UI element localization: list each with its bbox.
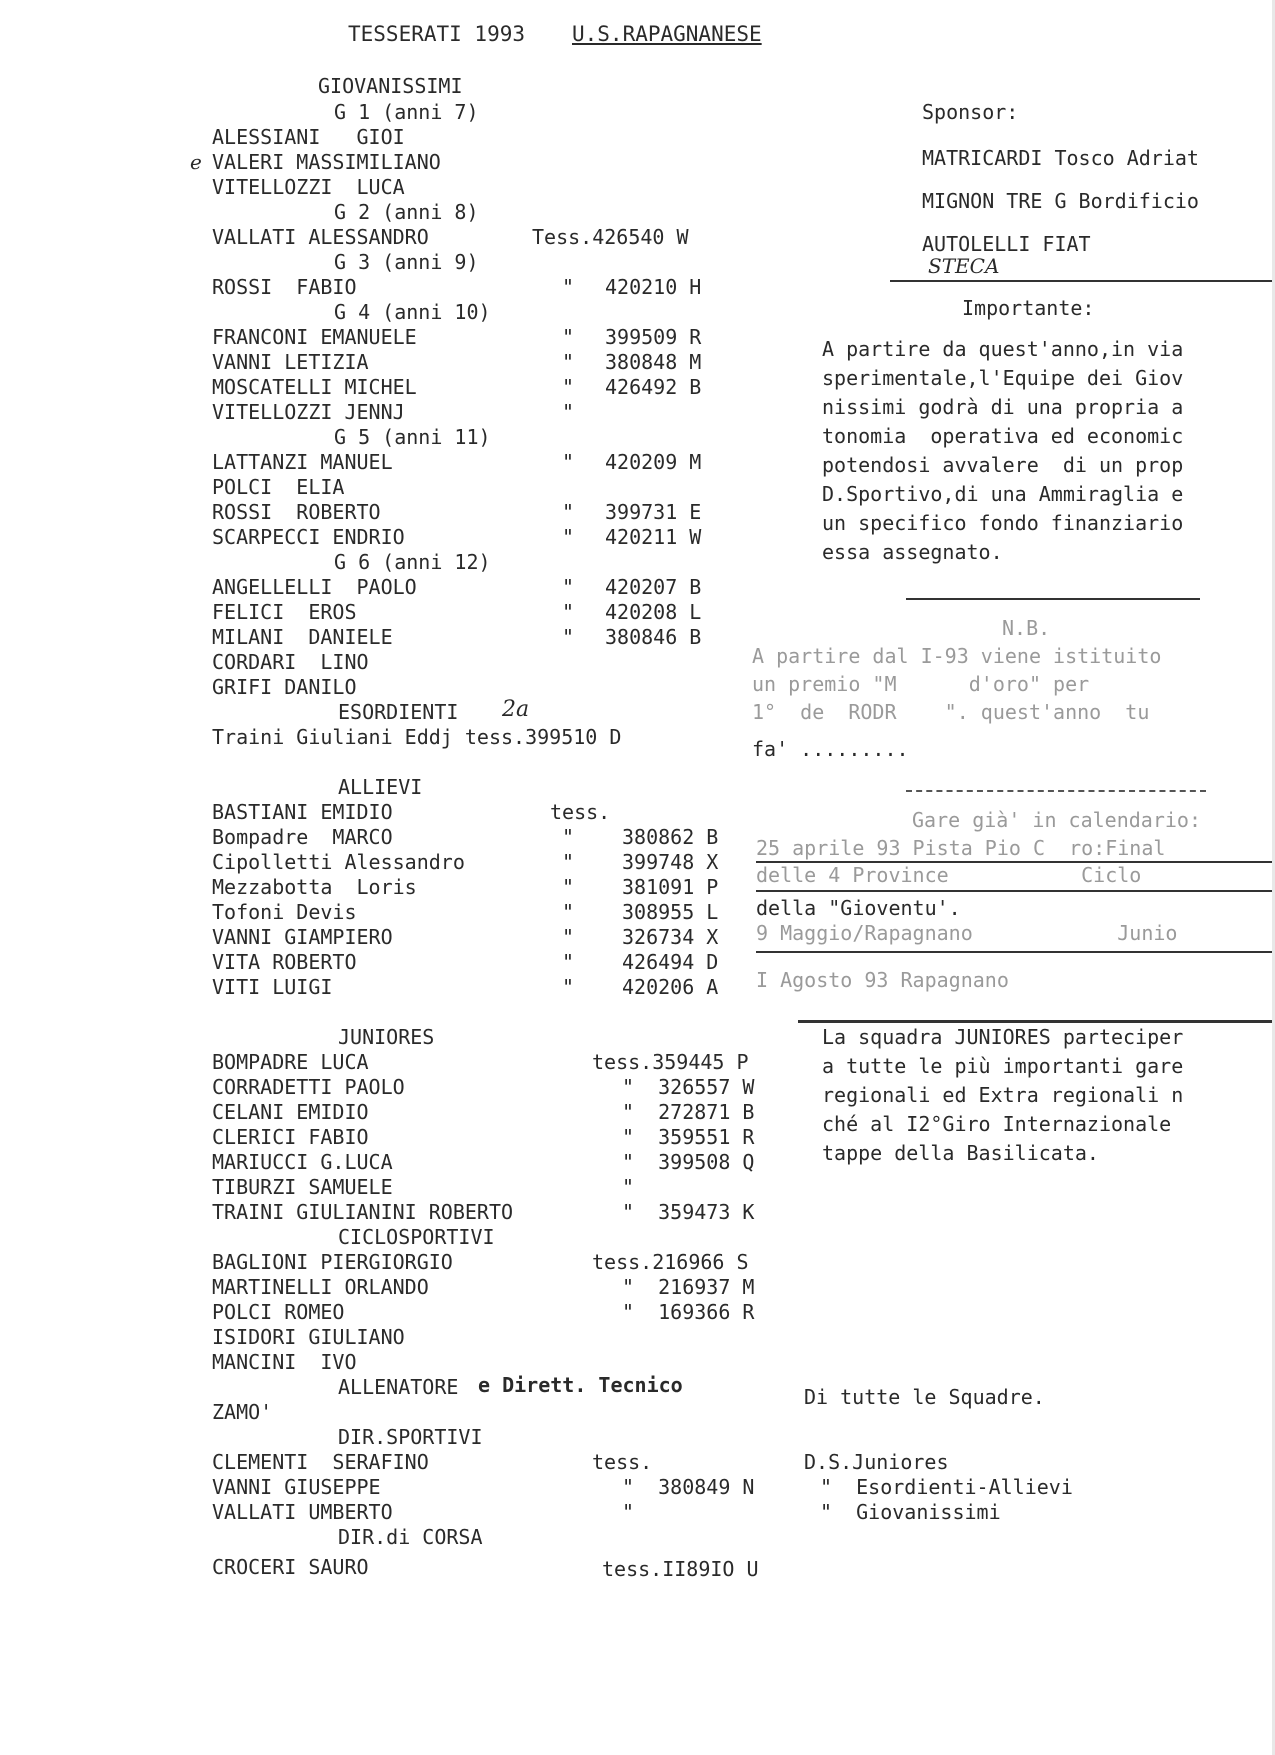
- divider: [756, 890, 1273, 892]
- membership-number: 426494 D: [622, 950, 719, 974]
- group-heading-g5: G 5 (anni 11): [334, 425, 491, 449]
- divider: [756, 951, 1273, 953]
- director-role: D.S.Juniores: [804, 1450, 949, 1474]
- text-line: un premio "M d'oro" per: [752, 672, 1090, 696]
- member-name: VALLATI UMBERTO: [212, 1500, 393, 1524]
- list-item: Traini Giuliani Eddj tess.399510 D: [212, 725, 622, 749]
- membership-number: 380848 M: [605, 350, 702, 374]
- text-line: 25 aprile 93 Pista Pio C ro:Final: [756, 836, 1166, 860]
- section-heading-ciclosportivi: CICLOSPORTIVI: [338, 1225, 495, 1249]
- text-line: fa' .........: [752, 737, 909, 761]
- section-heading-allenatore: ALLENATORE: [338, 1375, 459, 1399]
- sponsor-item: MATRICARDI Tosco Adriat: [922, 146, 1199, 170]
- ditto-mark: ": [562, 575, 575, 599]
- member-name: POLCI ROMEO: [212, 1300, 345, 1324]
- membership-number: 420210 H: [605, 275, 702, 299]
- divider: [906, 790, 1206, 792]
- text-line: nissimi godrà di una propria a: [822, 395, 1184, 419]
- membership-number: ": [622, 1500, 635, 1524]
- membership-number: " 359551 R: [622, 1125, 755, 1149]
- sponsor-heading: Sponsor:: [922, 100, 1019, 124]
- ditto-mark: ": [562, 975, 575, 999]
- membership-number: ": [622, 1175, 635, 1199]
- ditto-mark: ": [562, 600, 575, 624]
- membership-number: 326734 X: [622, 925, 719, 949]
- member-name: CELANI EMIDIO: [212, 1100, 369, 1124]
- text-line: 1° de RODR ". quest'anno tu: [752, 700, 1150, 724]
- section-heading-esordienti: ESORDIENTI: [338, 700, 459, 724]
- member-name: FRANCONI EMANUELE: [212, 325, 417, 349]
- member-name: ROSSI FABIO: [212, 275, 357, 299]
- membership-number: 420207 B: [605, 575, 702, 599]
- coach-note: Di tutte le Squadre.: [804, 1385, 1045, 1409]
- text-line: A partire dal I-93 viene istituito: [752, 644, 1162, 668]
- group-heading-g3: G 3 (anni 9): [334, 250, 479, 274]
- handwritten-note: STECA: [928, 254, 1000, 278]
- section-heading-direttore-tecnico: e Dirett. Tecnico: [478, 1373, 683, 1397]
- margin-mark: e: [190, 150, 202, 174]
- member-name: BASTIANI EMIDIO: [212, 800, 393, 824]
- member-name: MILANI DANIELE: [212, 625, 393, 649]
- membership-number: 380846 B: [605, 625, 702, 649]
- ditto-mark: ": [562, 275, 575, 299]
- member-name: MOSCATELLI MICHEL: [212, 375, 417, 399]
- membership-number: tess.359445 P: [592, 1050, 749, 1074]
- membership-label: tess.: [550, 800, 611, 824]
- member-name: VITI LUIGI: [212, 975, 333, 999]
- ditto-mark: ": [562, 900, 575, 924]
- member-name: Bompadre MARCO: [212, 825, 393, 849]
- membership-number: 420208 L: [605, 600, 702, 624]
- member-name: VANNI GIAMPIERO: [212, 925, 393, 949]
- coach-name: ZAMO': [212, 1400, 273, 1424]
- ditto-mark: ": [562, 500, 575, 524]
- section-heading-dir-sportivi: DIR.SPORTIVI: [338, 1425, 483, 1449]
- section-heading-giovanissimi: GIOVANISSIMI: [318, 74, 463, 98]
- ditto-mark: ": [562, 375, 575, 399]
- sponsor-item: MIGNON TRE G Bordificio: [922, 189, 1199, 213]
- section-heading-allievi: ALLIEVI: [338, 775, 423, 799]
- membership-number: tess.216966 S: [592, 1250, 749, 1274]
- membership-number: 380862 B: [622, 825, 719, 849]
- ditto-mark: ": [562, 325, 575, 349]
- member-name: POLCI ELIA: [212, 475, 345, 499]
- text-line: a tutte le più importanti gare: [822, 1054, 1184, 1078]
- membership-number: " 272871 B: [622, 1100, 755, 1124]
- importante-heading: Importante:: [962, 296, 1095, 320]
- director-role: " Esordienti-Allievi: [820, 1475, 1073, 1499]
- member-name: CORDARI LINO: [212, 650, 369, 674]
- member-name: LATTANZI MANUEL: [212, 450, 393, 474]
- ditto-mark: ": [562, 925, 575, 949]
- text-line: A partire da quest'anno,in via: [822, 337, 1184, 361]
- text-line: ché al I2°Giro Internazionale: [822, 1112, 1172, 1136]
- membership-number: 308955 L: [622, 900, 719, 924]
- text-line: potendosi avvalere di un prop: [822, 453, 1184, 477]
- membership-number: tess.: [592, 1450, 653, 1474]
- member-name: MANCINI IVO: [212, 1350, 357, 1374]
- member-name: VANNI LETIZIA: [212, 350, 369, 374]
- document-title: TESSERATI 1993: [348, 22, 526, 46]
- text-line: essa assegnato.: [822, 540, 1003, 564]
- membership-number: 420209 M: [605, 450, 702, 474]
- membership-number: " 380849 N: [622, 1475, 755, 1499]
- member-name: Tofoni Devis: [212, 900, 357, 924]
- divider: [906, 598, 1200, 600]
- text-line: regionali ed Extra regionali n: [822, 1083, 1184, 1107]
- ditto-mark: ": [562, 825, 575, 849]
- divider: [798, 1020, 1273, 1023]
- text-line: un specifico fondo finanziario: [822, 511, 1184, 535]
- ditto-mark: ": [562, 850, 575, 874]
- membership-number: " 326557 W: [622, 1075, 755, 1099]
- membership-number: Tess.426540 W: [532, 225, 689, 249]
- text-line: La squadra JUNIORES parteciper: [822, 1025, 1184, 1049]
- member-name: MARIUCCI G.LUCA: [212, 1150, 393, 1174]
- text-line: I Agosto 93 Rapagnano: [756, 968, 1142, 992]
- club-name: U.S.RAPAGNANESE: [572, 22, 762, 46]
- director-role: " Giovanissimi: [820, 1500, 1001, 1524]
- sponsor-item: AUTOLELLI FIAT: [922, 232, 1091, 256]
- section-heading-juniores: JUNIORES: [338, 1025, 435, 1049]
- member-name: ROSSI ROBERTO: [212, 500, 381, 524]
- text-line: della "Gioventu'.: [756, 896, 961, 920]
- member-name: CROCERI SAURO: [212, 1555, 369, 1579]
- group-heading-g1: G 1 (anni 7): [334, 100, 479, 124]
- list-item: VITELLOZZI LUCA: [212, 175, 405, 199]
- divider: [890, 280, 1273, 282]
- member-name: BAGLIONI PIERGIORGIO: [212, 1250, 453, 1274]
- membership-number: " 399508 Q: [622, 1150, 755, 1174]
- member-name: ANGELLELLI PAOLO: [212, 575, 417, 599]
- member-name: TRAINI GIULIANINI ROBERTO: [212, 1200, 514, 1224]
- membership-number: 399509 R: [605, 325, 702, 349]
- text-line: delle 4 Province Ciclo: [756, 863, 1142, 887]
- ditto-mark: ": [562, 450, 575, 474]
- ditto-mark: ": [562, 400, 575, 424]
- ditto-mark: ": [562, 875, 575, 899]
- section-heading-dir-corsa: DIR.di CORSA: [338, 1525, 483, 1549]
- member-name: Mezzabotta Loris: [212, 875, 417, 899]
- membership-number: " 359473 K: [622, 1200, 755, 1224]
- ditto-mark: ": [562, 525, 575, 549]
- member-name: BOMPADRE LUCA: [212, 1050, 369, 1074]
- membership-number: 399748 X: [622, 850, 719, 874]
- membership-number: 420211 W: [605, 525, 702, 549]
- member-name: VITA ROBERTO: [212, 950, 357, 974]
- group-heading-g4: G 4 (anni 10): [334, 300, 491, 324]
- text-line: 9 Maggio/Rapagnano Junio: [756, 921, 1178, 945]
- membership-number: " 169366 R: [622, 1300, 755, 1324]
- text-line: D.Sportivo,di una Ammiraglia e: [822, 482, 1184, 506]
- text-line: tonomia operativa ed economic: [822, 424, 1184, 448]
- membership-number: 426492 B: [605, 375, 702, 399]
- member-name: SCARPECCI ENDRIO: [212, 525, 405, 549]
- ditto-mark: ": [562, 350, 575, 374]
- list-item: ALESSIANI GIOI: [212, 125, 405, 149]
- membership-number: 381091 P: [622, 875, 719, 899]
- membership-number: 399731 E: [605, 500, 702, 524]
- member-name: Cipolletti Alessandro: [212, 850, 465, 874]
- member-name: GRIFI DANILO: [212, 675, 357, 699]
- member-name: TIBURZI SAMUELE: [212, 1175, 393, 1199]
- member-name: MARTINELLI ORLANDO: [212, 1275, 429, 1299]
- membership-number: " 216937 M: [622, 1275, 755, 1299]
- membership-number: 420206 A: [622, 975, 719, 999]
- handwritten-note: 2a: [502, 697, 530, 722]
- list-item: VALERI MASSIMILIANO: [212, 150, 441, 174]
- group-heading-g6: G 6 (anni 12): [334, 550, 491, 574]
- member-name: CLERICI FABIO: [212, 1125, 369, 1149]
- membership-number: tess.II89IO U: [602, 1557, 759, 1581]
- member-name: CLEMENTI SERAFINO: [212, 1450, 429, 1474]
- member-name: VALLATI ALESSANDRO: [212, 225, 429, 249]
- member-name: VITELLOZZI JENNJ: [212, 400, 405, 424]
- member-name: CORRADETTI PAOLO: [212, 1075, 405, 1099]
- gare-heading: Gare già' in calendario:: [912, 808, 1201, 832]
- member-name: ISIDORI GIULIANO: [212, 1325, 405, 1349]
- member-name: FELICI EROS: [212, 600, 357, 624]
- nb-heading: N.B.: [1002, 616, 1051, 640]
- group-heading-g2: G 2 (anni 8): [334, 200, 479, 224]
- ditto-mark: ": [562, 950, 575, 974]
- text-line: sperimentale,l'Equipe dei Giov: [822, 366, 1184, 390]
- text-line: tappe della Basilicata.: [822, 1141, 1099, 1165]
- ditto-mark: ": [562, 625, 575, 649]
- member-name: VANNI GIUSEPPE: [212, 1475, 381, 1499]
